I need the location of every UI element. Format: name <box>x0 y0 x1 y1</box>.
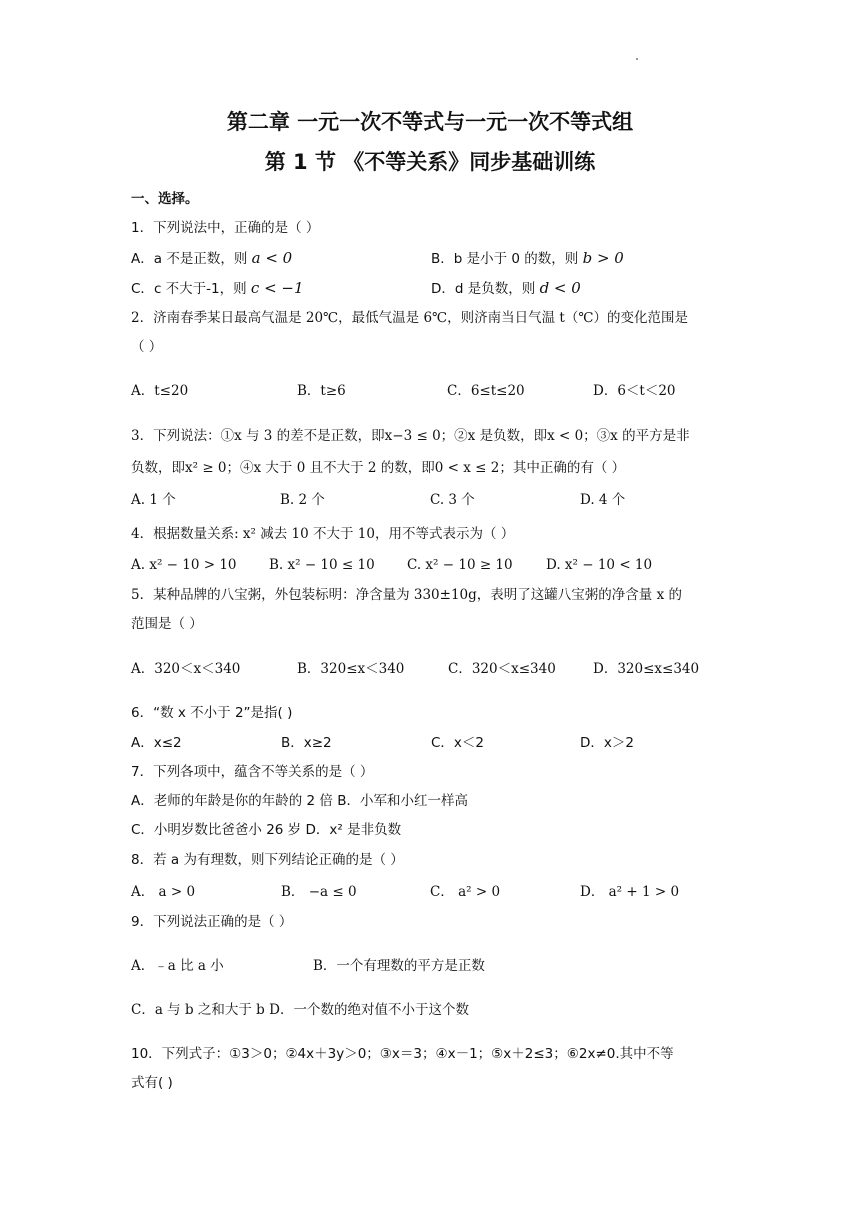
q5-option-d: D．320≤x≤340 <box>593 661 700 677</box>
question-2-stem-cont: （ ） <box>131 339 163 355</box>
section-title: 第 1 节 《不等关系》同步基础训练 <box>264 150 596 174</box>
q2-option-b: B．t≥6 <box>297 383 346 399</box>
q6-option-d: D．x＞2 <box>580 735 634 751</box>
question-10-stem-cont: 式有( ) <box>131 1075 173 1091</box>
question-7-stem: 7．下列各项中，蕴含不等关系的是（ ） <box>131 764 374 780</box>
q9-option-a: A．﹣a 比 a 小 <box>131 958 224 974</box>
q2-option-c: C．6≤t≤20 <box>447 383 525 399</box>
q1-option-a: A．a 不是正数，则 a < 0 <box>131 249 293 267</box>
question-8-stem: 8．若 a 为有理数，则下列结论正确的是（ ） <box>131 852 404 868</box>
question-1-stem: 1．下列说法中，正确的是（ ） <box>131 220 320 236</box>
q6-option-c: C．x＜2 <box>431 735 485 751</box>
question-9-stem: 9．下列说法正确的是（ ） <box>131 914 293 930</box>
q9-options-cd: C．a 与 b 之和大于 b D．一个数的绝对值不小于这个数 <box>131 1002 469 1018</box>
q1-option-c: C．c 不大于-1，则 c < −1 <box>131 279 304 297</box>
q6-option-b: B．x≥2 <box>281 735 332 751</box>
q2-option-a: A．t≤20 <box>131 383 189 399</box>
q4-option-c: C. x² − 10 ≥ 10 <box>407 557 513 573</box>
q3-option-d: D. 4 个 <box>580 492 626 508</box>
q4-option-b: B. x² − 10 ≤ 10 <box>269 557 375 573</box>
section-heading: 一、选择。 <box>131 191 199 207</box>
q2-option-d: D．6＜t＜20 <box>593 383 676 399</box>
q5-option-b: B．320≤x＜340 <box>297 661 405 677</box>
q3-option-b: B. 2 个 <box>280 492 325 508</box>
question-3-stem: 3．下列说法：①x 与 3 的差不是正数，即x−3 ≤ 0；②x 是负数，即x < 0；③x 的平方是非 <box>131 428 690 444</box>
q7-options-cd: C．小明岁数比爸爸小 26 岁 D．x² 是非负数 <box>131 822 402 838</box>
q9-option-b: B．一个有理数的平方是正数 <box>313 958 485 974</box>
q5-option-c: C．320＜x≤340 <box>448 661 556 677</box>
q8-option-c: C． a² > 0 <box>430 884 501 900</box>
question-10-stem: 10．下列式子：①3＞0；②4x＋3y＞0；③x＝3；④x－1；⑤x＋2≤3；⑥2x≠0.其中不等 <box>131 1046 674 1062</box>
question-6-stem: 6．“数 x 不小于 2”是指( ) <box>131 705 293 721</box>
q4-option-a: A. x² − 10 > 10 <box>131 557 237 573</box>
question-4-stem: 4．根据数量关系: x² 减去 10 不大于 10，用不等式表示为（ ） <box>131 526 515 542</box>
q8-option-d: D． a² + 1 > 0 <box>580 884 680 900</box>
question-5-stem-cont: 范围是（ ） <box>131 616 203 632</box>
question-5-stem: 5．某种品牌的八宝粥，外包装标明：净含量为 330±10g，表明了这罐八宝粥的净含量 x 的 <box>131 587 682 603</box>
question-3-stem-cont: 负数，即x² ≥ 0；④x 大于 0 且不大于 2 的数，即0 < x ≤ 2；其中正确的有（ ） <box>131 460 626 476</box>
q1-option-b: B．b 是小于 0 的数，则 b > 0 <box>431 249 624 267</box>
q3-option-a: A. 1 个 <box>131 492 176 508</box>
q7-options-ab: A．老师的年龄是你的年龄的 2 倍 B．小军和小红一样高 <box>131 793 468 809</box>
q1-option-d: D．d 是负数，则 d < 0 <box>431 279 581 297</box>
q5-option-a: A．320＜x＜340 <box>131 661 241 677</box>
question-2-stem: 2．济南春季某日最高气温是 20℃，最低气温是 6℃，则济南当日气温 t（℃）的变化范围是 <box>131 310 688 326</box>
q4-option-d: D. x² − 10 < 10 <box>546 557 653 573</box>
chapter-title: 第二章 一元一次不等式与一元一次不等式组 <box>226 110 634 134</box>
q3-option-c: C. 3 个 <box>430 492 475 508</box>
page-dot <box>636 58 638 60</box>
q6-option-a: A．x≤2 <box>131 735 182 751</box>
q8-option-b: B． −a ≤ 0 <box>281 884 357 900</box>
q8-option-a: A． a > 0 <box>131 884 196 900</box>
